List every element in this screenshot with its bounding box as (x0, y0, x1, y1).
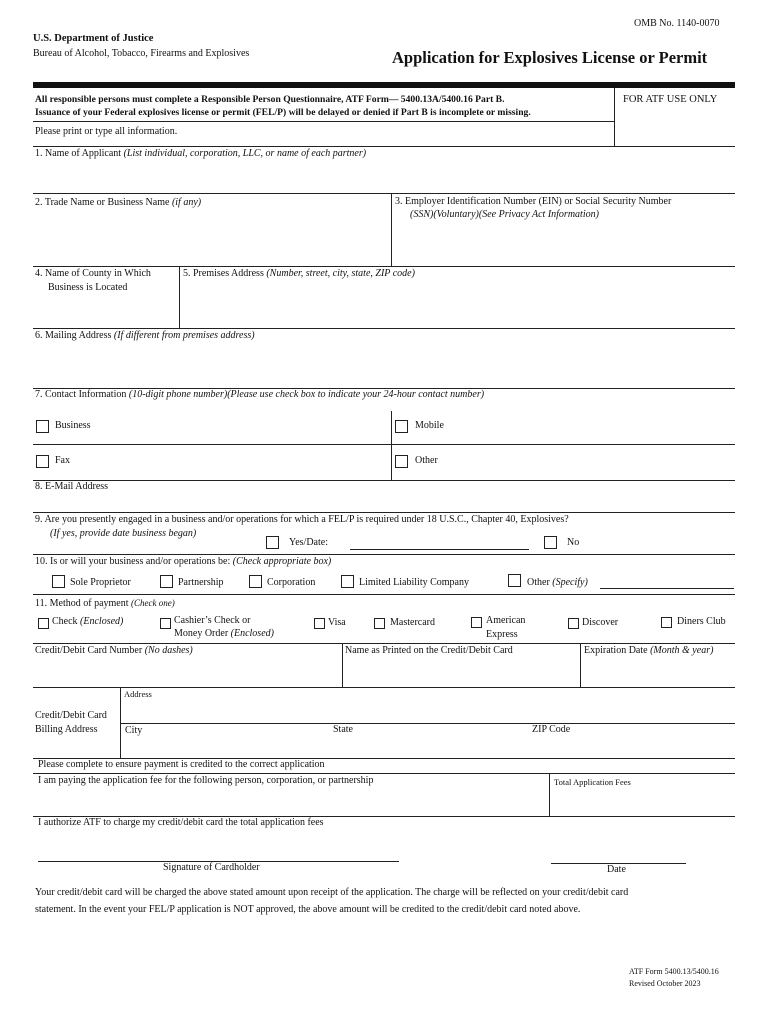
atf-use-only: FOR ATF USE ONLY (623, 94, 718, 105)
question-10: 10. Is or will your business and/or operations be: (Check appropriate box) (35, 556, 332, 567)
field-1-label: 1. Name of Applicant (List individual, corporation, LLC, or name of each partner) (35, 148, 367, 159)
no-label: No (567, 537, 580, 548)
cashiers-check-label: Cashier’s Check or (174, 615, 251, 626)
business-label: Business (55, 420, 91, 431)
corporation-checkbox[interactable] (249, 575, 262, 588)
form-number: ATF Form 5400.13/5400.16 (629, 967, 719, 976)
expiration-label: Expiration Date (Month & year) (584, 645, 714, 656)
question-9: 9. Are you presently engaged in a business and/or operations for which a FEL/P is required under 18 U.S.C., Chapter 40, Explosives? (35, 514, 569, 525)
paying-for-label: I am paying the application fee for the following person, corporation, or partnership (38, 775, 374, 786)
form-title: Application for Explosives License or Permit (392, 48, 708, 67)
city-state-zip-input[interactable] (121, 737, 735, 757)
card-number-input[interactable] (33, 658, 341, 686)
field-8-label: 8. E-Mail Address (35, 481, 109, 492)
disclaimer-line-2: statement. In the event your FEL/P application is NOT approved, the above amount will be credited to the credit/debit card noted above. (35, 904, 581, 915)
disclaimer-line-1: Your credit/debit card will be charged the above stated amount upon receipt of the application. The charge will be reflected on your credit/debit card (35, 887, 629, 898)
field-7-label: 7. Contact Information (10-digit phone number)(Please use check box to indicate your 24-hour contact number) (35, 389, 485, 400)
header-bar (33, 82, 735, 88)
discover-label: Discover (582, 617, 619, 628)
premises-address-input[interactable] (180, 282, 735, 327)
notice-line-1: All responsible persons must complete a Responsible Person Questionnaire, ATF Form— 5400.13A/5400.16 Part B. (35, 94, 505, 105)
partnership-label: Partnership (178, 577, 224, 588)
city-label: City (125, 725, 143, 736)
money-order-label: Money Order (Enclosed) (174, 628, 274, 639)
billing-address-input[interactable] (121, 700, 735, 722)
applicant-name-input[interactable] (33, 160, 735, 193)
question-9-note: (If yes, provide date business began) (50, 528, 197, 539)
trade-name-input[interactable] (33, 210, 390, 265)
print-instruction: Please print or type all information. (35, 126, 178, 137)
yes-date-label: Yes/Date: (289, 537, 328, 548)
ensure-payment-note: Please complete to ensure payment is credited to the correct application (38, 759, 325, 770)
llc-checkbox[interactable] (341, 575, 354, 588)
card-name-input[interactable] (343, 658, 579, 686)
corporation-label: Corporation (267, 577, 316, 588)
field-3-note: (SSN)(Voluntary)(See Privacy Act Information) (410, 209, 599, 220)
other-entity-input[interactable] (600, 588, 734, 589)
date-business-began-input[interactable] (350, 549, 529, 550)
visa-label: Visa (328, 617, 346, 628)
omb-number: OMB No. 1140-0070 (634, 18, 720, 29)
fax-label: Fax (55, 455, 70, 466)
amex-label-2: Express (486, 629, 518, 640)
signature-label: Signature of Cardholder (163, 862, 260, 873)
amex-label: American (486, 615, 526, 626)
card-number-label: Credit/Debit Card Number (No dashes) (35, 645, 193, 656)
email-input[interactable] (33, 494, 735, 512)
total-fees-input[interactable] (550, 788, 735, 815)
notice-line-2: Issuance of your Federal explosives license or permit (FEL/P) will be delayed or denied if Part B is incomplete or missing. (35, 107, 531, 118)
sole-proprietor-label: Sole Proprietor (70, 577, 131, 588)
mastercard-checkbox[interactable] (374, 618, 385, 629)
ein-ssn-input[interactable] (392, 223, 735, 265)
check-payment-label: Check (Enclosed) (52, 616, 124, 627)
other-phone-label: Other (415, 455, 438, 466)
sole-proprietor-checkbox[interactable] (52, 575, 65, 588)
mailing-address-input[interactable] (33, 343, 735, 387)
date-label: Date (607, 864, 626, 875)
no-checkbox[interactable] (544, 536, 557, 549)
partnership-checkbox[interactable] (160, 575, 173, 588)
billing-address-label-1: Credit/Debit Card (35, 710, 107, 721)
field-4-label-2: Business is Located (48, 282, 128, 293)
discover-checkbox[interactable] (568, 618, 579, 629)
mobile-phone-checkbox[interactable] (395, 420, 408, 433)
llc-label: Limited Liability Company (359, 577, 469, 588)
yes-checkbox[interactable] (266, 536, 279, 549)
diners-club-checkbox[interactable] (661, 617, 672, 628)
billing-address-label-2: Billing Address (35, 724, 98, 735)
expiration-input[interactable] (581, 658, 735, 686)
other-phone-checkbox[interactable] (395, 455, 408, 468)
business-phone-checkbox[interactable] (36, 420, 49, 433)
check-payment-checkbox[interactable] (38, 618, 49, 629)
zip-label: ZIP Code (532, 724, 571, 735)
state-label: State (333, 724, 353, 735)
mobile-label: Mobile (415, 420, 444, 431)
visa-checkbox[interactable] (314, 618, 325, 629)
total-fees-label: Total Application Fees (554, 777, 631, 787)
address-label: Address (124, 689, 152, 699)
field-4-label: 4. Name of County in Which (35, 268, 151, 279)
other-entity-checkbox[interactable] (508, 574, 521, 587)
field-6-label: 6. Mailing Address (If different from premises address) (35, 330, 255, 341)
mastercard-label: Mastercard (390, 617, 435, 628)
department-name: U.S. Department of Justice (33, 33, 154, 44)
county-input[interactable] (33, 296, 178, 327)
field-2-label: 2. Trade Name or Business Name (if any) (35, 197, 202, 208)
question-11: 11. Method of payment (Check one) (35, 598, 175, 609)
diners-club-label: Diners Club (677, 616, 726, 627)
cashiers-check-checkbox[interactable] (160, 618, 171, 629)
field-5-label: 5. Premises Address (Number, street, city, state, ZIP code) (183, 268, 415, 279)
revision-date: Revised October 2023 (629, 979, 701, 988)
bureau-name: Bureau of Alcohol, Tobacco, Firearms and Explosives (33, 48, 250, 59)
card-name-label: Name as Printed on the Credit/Debit Card (345, 645, 513, 656)
amex-checkbox[interactable] (471, 617, 482, 628)
paying-for-input[interactable] (33, 788, 548, 815)
other-entity-label: Other (Specify) (527, 577, 588, 588)
authorize-statement: I authorize ATF to charge my credit/debit card the total application fees (38, 817, 324, 828)
field-3-label: 3. Employer Identification Number (EIN) or Social Security Number (395, 196, 672, 207)
fax-checkbox[interactable] (36, 455, 49, 468)
